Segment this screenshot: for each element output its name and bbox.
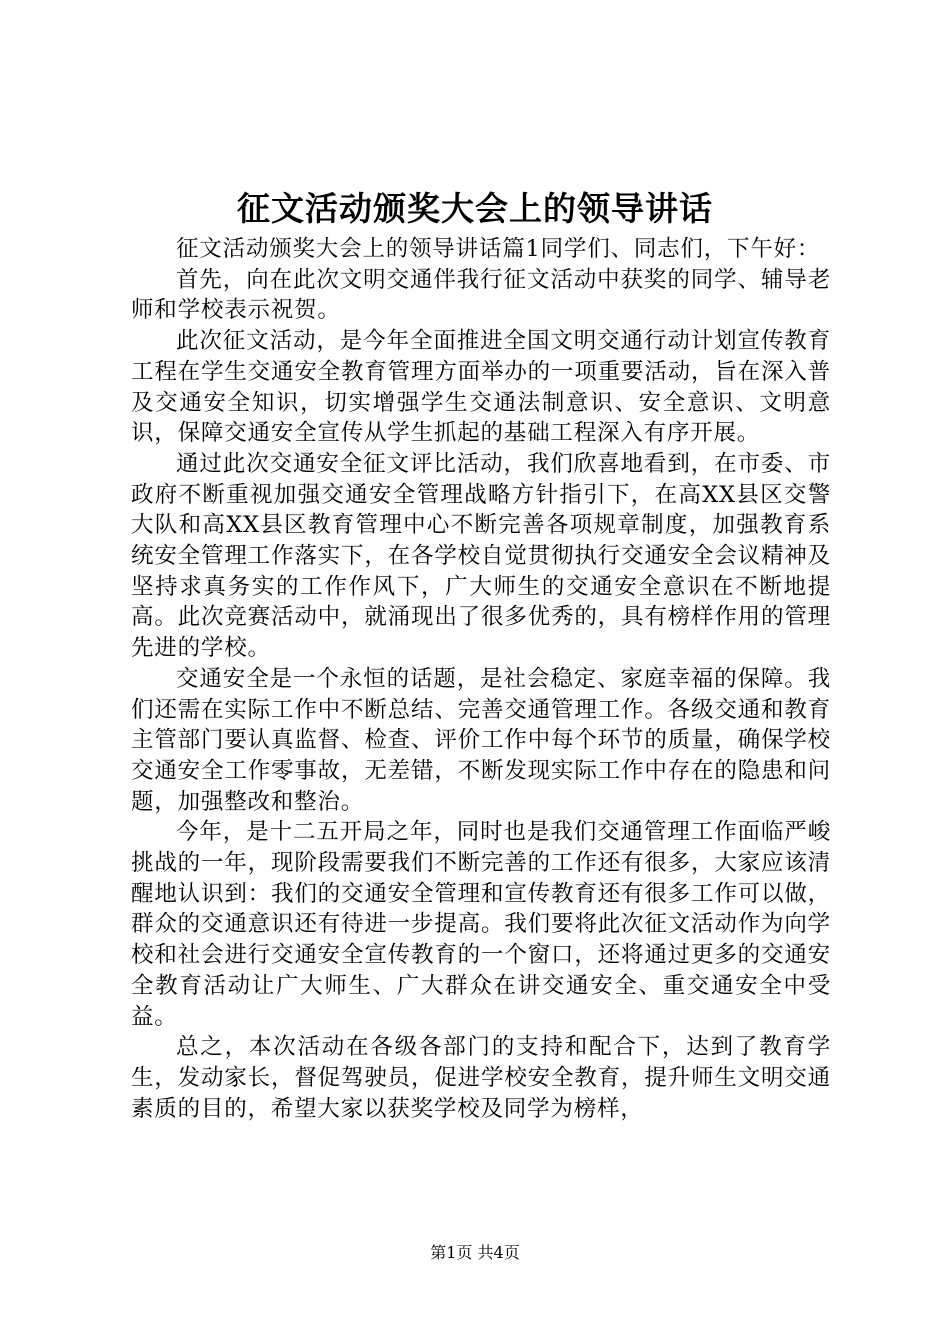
paragraph-achievements: 通过此次交通安全征文评比活动，我们欣喜地看到，在市委、市政府不断重视加强交通安全管理战略方针指引下，在高XX县区交警大队和高XX县区教育管理中心不断完善各项规章制度，加强教育系统安全管理工作落实下，在各学校自觉贯彻执行交通安全会议精神及坚持求真务实的工作作风下，广大师生的交通安全意识在不断地提高。此次竞赛活动中，就涌现出了很多优秀的，具有榜样作用的管理先进的学校。 [131, 450, 831, 662]
paragraph-greeting: 征文活动颁奖大会上的领导讲话篇1同学们、同志们，下午好： [176, 236, 821, 262]
paragraph-this-year: 今年，是十二五开局之年，同时也是我们交通管理工作面临严峻挑战的一年，现阶段需要我们不断完善的工作还有很多，大家应该清醒地认识到：我们的交通安全管理和宣传教育还有很多工作可以做，群众的交通意识还有待进一步提高。我们要将此次征文活动作为向学校和社会进行交通安全宣传教育的一个窗口，还将通过更多的交通安全教育活动让广大师生、广大群众在讲交通安全、重交通安全中受益。 [131, 819, 831, 1030]
document-body [131, 234, 831, 1124]
paragraph-traffic-safety: 交通安全是一个永恒的话题，是社会稳定、家庭幸福的保障。我们还需在实际工作中不断总结、完善交通管理工作。各级交通和教育主管部门要认真监督、检查、评价工作中每个环节的质量，确保学校交通安全工作零事故，无差错，不断发现实际工作中存在的隐患和问题，加强整改和整治。 [131, 665, 831, 815]
page-number-footer: 第1页 共4页 [430, 1243, 520, 1262]
document-title: 征文活动颁奖大会上的领导讲话 [237, 189, 713, 228]
paragraph-activity-purpose: 此次征文活动，是今年全面推进全国文明交通行动计划宣传教育工程在学生交通安全教育管理方面举办的一项重要活动，旨在深入普及交通安全知识，切实增强学生交通法制意识、安全意识、文明意识，保障交通安全宣传从学生抓起的基础工程深入有序开展。 [131, 328, 831, 447]
paragraph-conclusion: 总之，本次活动在各级各部门的支持和配合下，达到了教育学生，发动家长，督促驾驶员，促进学校安全教育，提升师生文明交通素质的目的，希望大家以获奖学校及同学为榜样， [131, 1034, 831, 1122]
paragraph-congratulations: 首先，向在此次文明交通伴我行征文活动中获奖的同学、辅导老师和学校表示祝贺。 [131, 266, 831, 324]
